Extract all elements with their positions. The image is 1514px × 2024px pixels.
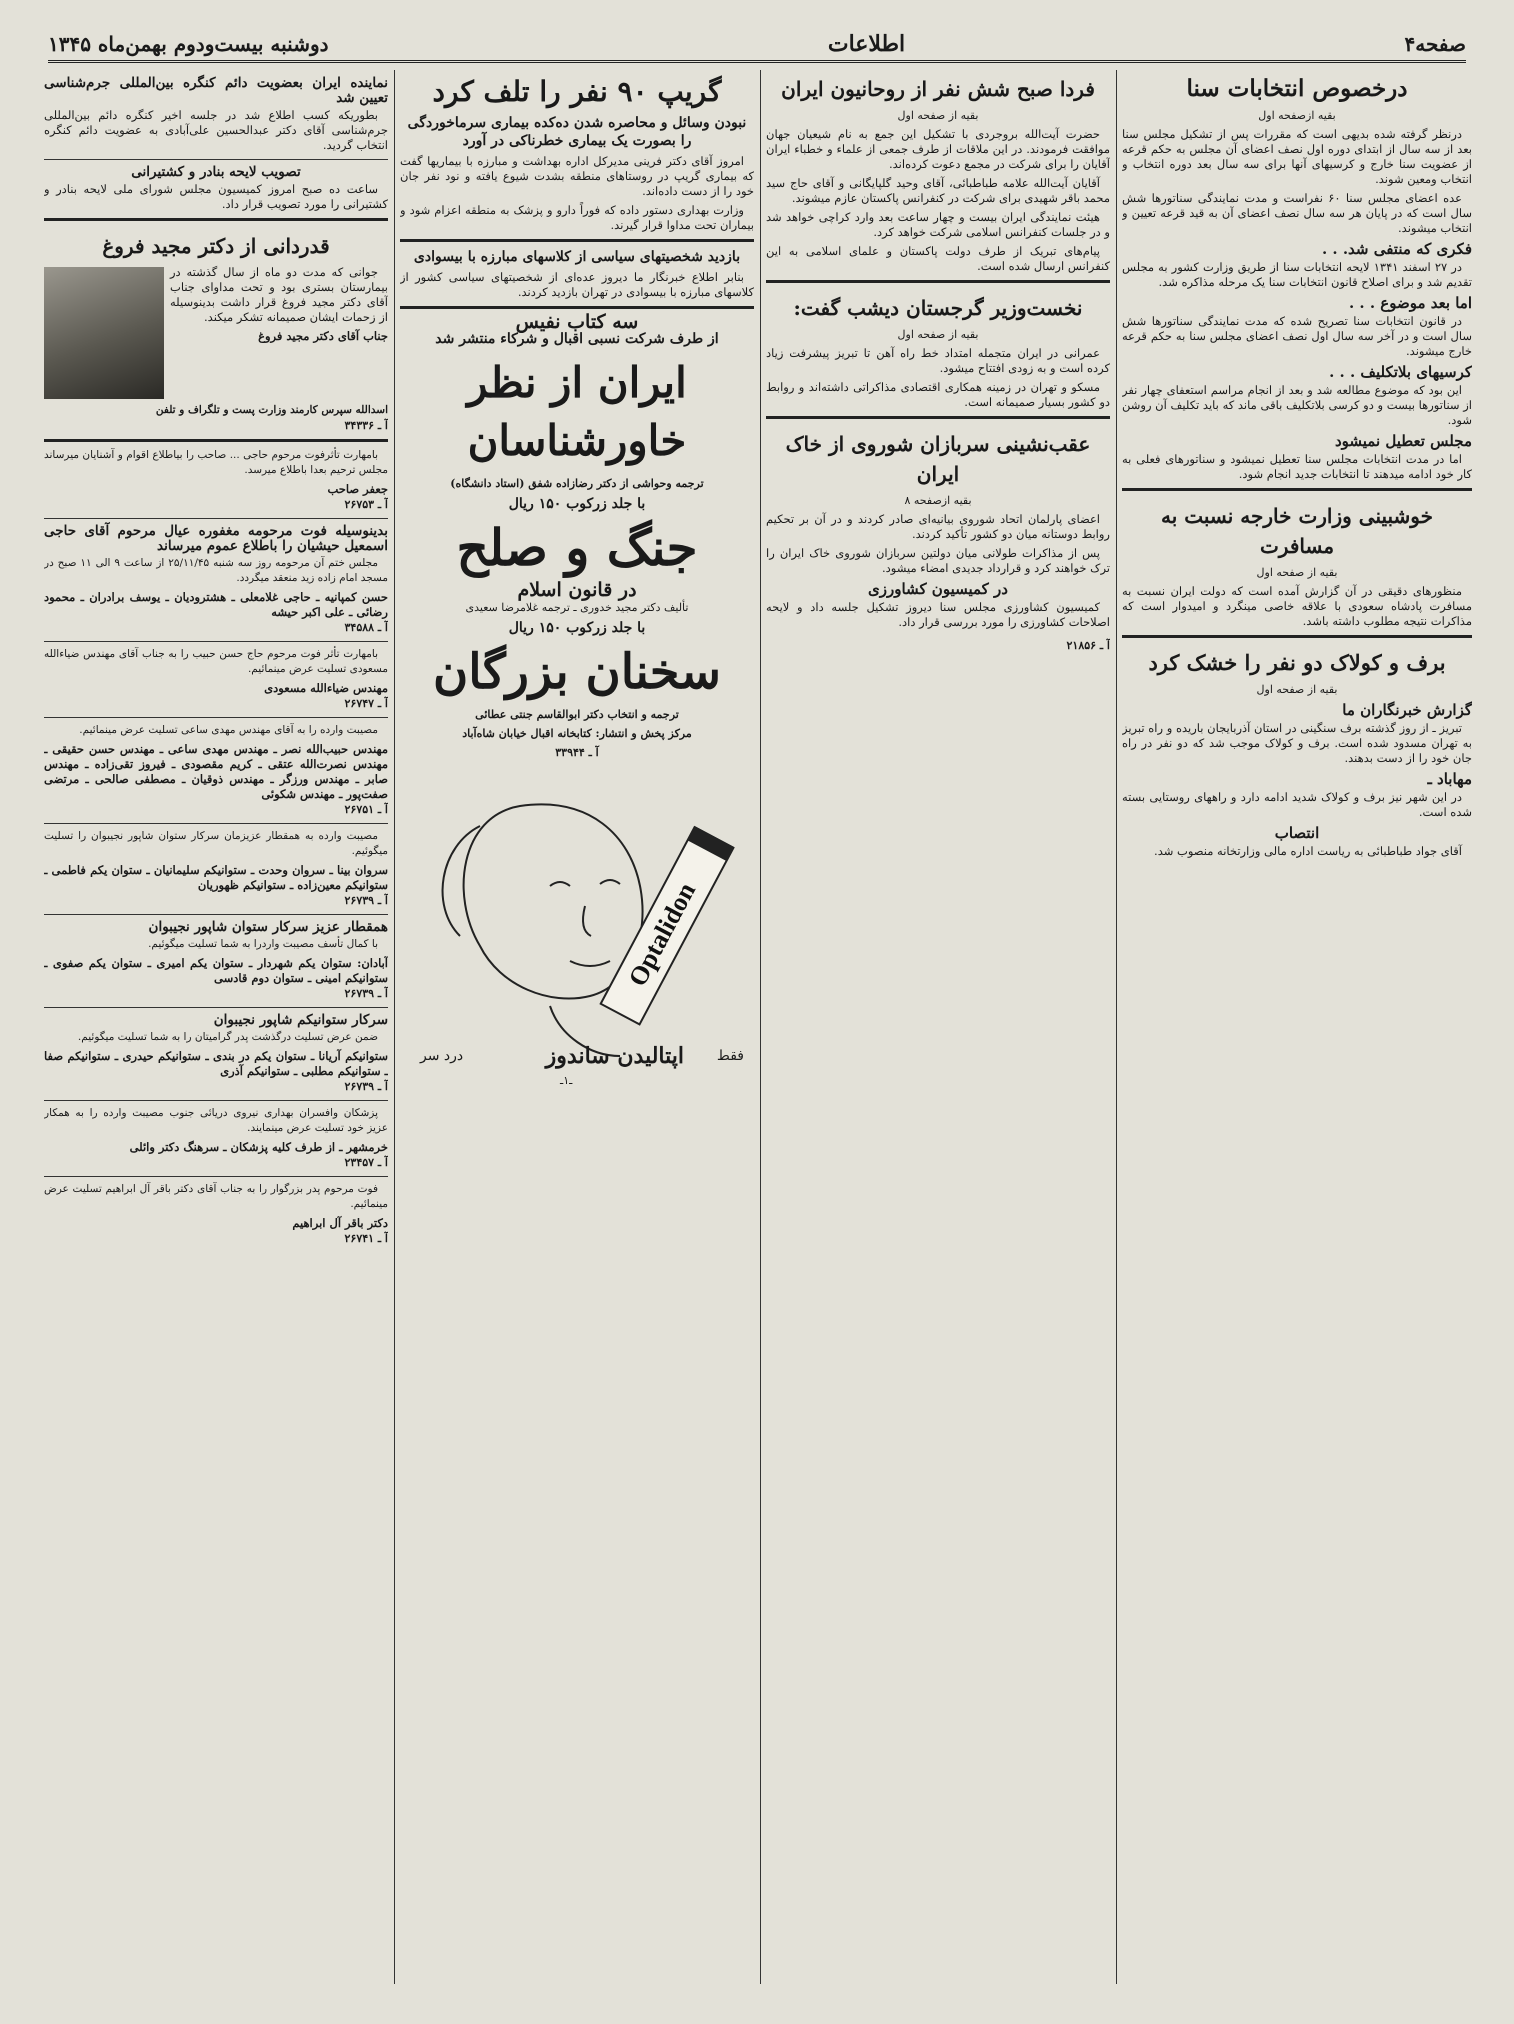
column-2 — [766, 70, 1110, 1984]
notice-condolence — [44, 717, 388, 817]
book-price-2: با جلد زرکوب ۱۵۰ ریال — [508, 620, 646, 636]
page-footer-number: ـ۱ـ — [560, 1074, 573, 1087]
ad-subtitle: از طرف شرکت نسبی اقبال و شرکاء منتشر شد — [435, 331, 719, 347]
byline: بقیه ازصفحه ۸ — [904, 494, 972, 507]
article-paragraph: درنظر گرفته شده بدیهی است که مقررات پس از تشکیل مجلس سنا بعد از سه سال از ابتدای دوره اول نصف اعضای آن مجلس به حکم قرعه از عضویت سنا خارج و کرسیهای آنها برای سه سال بعد دوره انتخاب و انتخاب ومعین شوند. — [1122, 127, 1472, 186]
notice-condolence — [44, 1100, 388, 1170]
article-paragraph: آقای جواد طباطبائی به ریاست اداره مالی وزارتخانه منصوب شد. — [1154, 844, 1462, 858]
ad-code: آ ـ ۲۳۴۵۷ — [344, 1156, 388, 1169]
issue-date: دوشنبه بیست‌ودوم بهمن‌ماه ۱۳۴۵ — [48, 32, 329, 56]
article-paragraph: امروز آقای دکتر فرینی مدیرکل اداره بهداشت و مبارزه با بیماریها گفت که بیماری گریپ در روستاهای منطقه بشدت شیوع یافته و نود نفر جان خود را از دست داده‌اند. — [400, 154, 754, 198]
notice-signature: مهندس ضیاءالله مسعودی — [264, 681, 388, 695]
column-rule — [760, 70, 761, 1984]
notice-text: مصیبت وارده را به آقای مهندس مهدی ساعی تسلیت عرض مینمائیم. — [79, 724, 378, 736]
article-paragraph: این بود که موضوع مطالعه شد و بعد از انجام مراسم استعفای چهار نفر از سناتورها بیست و دو کرسی بلاتکلیف باقی ماند که باید تکلیف آن روشن شود. — [1122, 383, 1472, 427]
notice-text: بامهارت تأثرفوت مرحوم حاجی ... صاحب را بیاطلاع اقوام و آشنایان میرساند مجلس ترحیم بعدا باطلاع میرسد. — [44, 449, 388, 476]
book-ad — [400, 306, 754, 760]
notice-condolence — [44, 1176, 388, 1246]
notice-signature: جعفر صاحب — [327, 482, 388, 496]
ad-code: آ ـ ۳۳۹۴۴ — [555, 746, 599, 759]
notice-ports — [44, 159, 388, 212]
article-divider — [766, 416, 1110, 425]
article-paragraph: پس از مذاکرات طولانی میان دولتین سربازان شوروی خاک ایران را ترک خواهند کرد و قرارداد جدیدی امضاء میشود. — [766, 546, 1110, 575]
subheading: مهاباد ـ — [1427, 770, 1472, 788]
optalidon-illustration — [400, 766, 754, 1069]
article-divider — [1122, 635, 1472, 644]
byline: بقیه از صفحه اول — [1256, 683, 1338, 696]
ad-caption-small: فقط — [716, 1048, 744, 1064]
headline-georgia-pm: نخست‌وزیر گرجستان دیشب گفت: — [793, 296, 1083, 320]
notice-text: بطوریکه کسب اطلاع شد در جلسه اخیر کنگره دائم بین‌المللی جرم‌شناسی آقای دکتر عبدالحسین علی‌آبادی به عضویت دائم کنگره انتخاب گردید. — [44, 108, 388, 152]
book-title-3: سخنان بزرگان — [432, 644, 722, 700]
notice-condolence — [44, 914, 388, 1001]
article-paragraph: اما در مدت انتخابات مجلس سنا تعطیل نمیشود و سناتورهای فعلی به کار خود ادامه میدهند تا انتخابات جدید انجام شود. — [1122, 452, 1472, 481]
article-paragraph: اعضای پارلمان اتحاد شوروی بیانیه‌ای صادر کردند و در آن بر تحکیم روابط دوستانه میان دو کشور تأکید کردند. — [766, 512, 1110, 541]
notice-criminology — [44, 76, 388, 153]
subheading: اما بعد موضوع . . . — [1348, 294, 1472, 312]
column-rule — [394, 70, 395, 1984]
notice-heading: سرکار ستوانیکم شاپور نجیبوان — [213, 1012, 388, 1028]
notice-text: مصیبت وارده به همقطار عزیزمان سرکار ستوان شاپور نجیبوان را تسلیت میگوئیم. — [44, 830, 388, 857]
article-divider — [1122, 488, 1472, 497]
notice-text: پزشکان وافسران بهداری نیروی دریائی جنوب مصیبت وارده را به همکار عزیز خود تسلیت عرض مینمایند. — [44, 1107, 388, 1134]
ad-code: آ ـ ۲۶۷۴۷ — [344, 697, 388, 710]
ad-code: آ ـ ۳۴۵۸۸ — [344, 621, 388, 634]
book-desc-1: ترجمه وحواشی از دکتر رضازاده شفق (استاد دانشگاه) — [450, 477, 704, 490]
ad-code: آ ـ ۲۶۷۳۹ — [344, 1080, 388, 1093]
headline-snow-storm: برف و کولاک دو نفر را خشک کرد — [1148, 650, 1446, 675]
ad-code: آ ـ ۲۱۸۵۶ — [1066, 639, 1110, 652]
ad-code: آ ـ ۲۶۷۳۹ — [344, 894, 388, 907]
notice-heading: نماینده ایران بعضویت دائم کنگره بین‌المللی جرم‌شناسی تعیین شد — [44, 75, 388, 106]
book-title-2: جنگ و صلح — [456, 518, 698, 577]
article-paragraph: در این شهر نیز برف و کولاک شدید ادامه دارد و راههای روستایی بسته شده است. — [1122, 790, 1472, 819]
ad-code: آ ـ ۳۴۳۳۶ — [344, 419, 388, 432]
notice-heading: قدردانی از دکتر مجید فروغ — [102, 234, 330, 258]
notice-signature: اسدالله سپرس کارمند وزارت پست و تلگراف و تلفن — [155, 404, 388, 416]
article-paragraph: هیئت نمایندگی ایران بیست و چهار ساعت بعد وارد کراچی خواهد شد و در جلسات کنفرانس اسلامی شرکت خواهد کرد. — [766, 210, 1110, 239]
notice-signature: خرمشهر ـ از طرف کلیه پزشکان ـ سرهنگ دکتر وائلی — [129, 1140, 388, 1154]
column-3 — [400, 70, 754, 1984]
notice-condolence — [44, 439, 388, 512]
byline: بقیه از صفحه اول — [897, 328, 979, 341]
article-divider — [766, 280, 1110, 289]
optalidon-brand: Optalidon — [622, 877, 702, 991]
article-paragraph: کمیسیون کشاورزی مجلس سنا دیروز تشکیل جلسه داد و لایحه اصلاحات کشاورزی را مورد بررسی قرار داد. — [766, 600, 1110, 629]
headline-subtitle: نبودن وسائل و محاصره شدن ده‌کده بیماری سرماخوردگی را بصورت یک بیماری خطرناکی در آورد — [407, 115, 747, 149]
headline-soviet-withdrawal: عقب‌نشینی سربازان شوروی از خاک ایران — [785, 432, 1091, 486]
column-1 — [1122, 70, 1472, 1984]
headline-senate-election: درخصوص انتخابات سنا — [1186, 75, 1408, 102]
article-paragraph: آقایان آیت‌الله علامه طباطبائی، آقای وحید گلپایگانی و آقای حاج سید محمد باقر شهیدی برای شرکت در کنفرانس پاکستان عازم میشوند. — [766, 176, 1110, 205]
optalidon-ad — [400, 766, 754, 1087]
portrait-photo — [44, 267, 164, 399]
headline-foreign-ministry: خوشبینی وزارت خارجه نسبت به مسافرت — [1160, 504, 1433, 558]
column-rule — [1116, 70, 1117, 1984]
subheading: انتصاب — [1274, 824, 1320, 842]
article-paragraph: در قانون انتخابات سنا تصریح شده که مدت نمایندگی سناتورها شش سال است و در آخر سه سال اول نصف اعضای مجلس سنا به حکم قرعه خارج میشوند. — [1122, 314, 1472, 358]
byline: بقیه ازصفحه اول — [1258, 109, 1336, 122]
ad-caption-small: درد سر — [420, 1048, 464, 1064]
subheading: در کمیسیون کشاورزی — [868, 580, 1008, 598]
headline-flu: گریپ ۹۰ نفر را تلف کرد — [432, 75, 722, 108]
notice-text: ساعت ده صبح امروز کمیسیون مجلس شورای ملی لایحه بنادر و کشتیرانی را مورد تصویب قرار داد. — [44, 182, 388, 211]
subheading: فکری که منتفی شد. . . — [1321, 240, 1472, 258]
article-paragraph: عده اعضای مجلس سنا ۶۰ نفراست و مدت نمایندگی سناتورها شش سال است که در پایان هر سه سال نصف اعضای آن به قید قرعه تعیین و انتخاب میشوند. — [1122, 191, 1472, 235]
notice-name: جناب آقای دکتر مجید فروغ — [258, 329, 388, 343]
ad-code: آ ـ ۲۶۷۵۳ — [344, 498, 388, 511]
ad-code: آ ـ ۲۶۷۴۱ — [344, 1232, 388, 1245]
ad-caption: اپتالیدن ساندوز — [545, 1043, 684, 1069]
notice-condolence — [44, 518, 388, 635]
notice-heading: همقطار عزیز سرکار ستوان شاپور نجیبوان — [148, 919, 388, 935]
book-title-1: ایران از نظر خاورشناسان — [467, 358, 687, 465]
book-publisher: مرکز پخش و انتشار: کتابخانه اقبال خیابان شاه‌آباد — [462, 727, 692, 740]
article-paragraph: بنابر اطلاع خبرنگار ما دیروز عده‌ای از شخصیتهای سیاسی کشور از کلاسهای مبارزه با بیسوادی در تهران بازدید کردند. — [400, 270, 754, 299]
subheading: کرسیهای بلاتکلیف . . . — [1329, 363, 1472, 381]
page-number: صفحه۴ — [1404, 32, 1466, 56]
article-divider — [400, 239, 754, 248]
notice-signature: مهندس حبیب‌الله نصر ـ مهندس مهدی ساعی ـ مهندس حسن حقیقی ـ مهندس نصرت‌الله عتقی ـ کریم مقصودی ـ فیروز تقی‌زاده ـ مهندس صابر ـ مهندس ورزگر ـ مهندس ذوقیان ـ مصطفی صالحی ـ مرتضی صفت‌پور ـ مهندس شکوئی — [44, 742, 388, 801]
book-price-1: با جلد زرکوب ۱۵۰ ریال — [508, 496, 646, 512]
notice-text: ضمن عرض تسلیت درگذشت پدر گرامیتان را به شما تسلیت میگوئیم. — [77, 1031, 378, 1043]
article-paragraph: عمرانی در ایران متجمله امتداد خط راه آهن تا تبریز پیشرفت زیاد کرده است و به زودی افتتاح میشود. — [766, 346, 1110, 375]
article-paragraph: پیام‌های تبریک از طرف دولت پاکستان و علمای اسلامی به این کنفرانس ارسال شده است. — [766, 244, 1110, 273]
column-4 — [44, 70, 388, 1984]
notice-text: مجلس ختم آن مرحومه روز سه شنبه ۲۵/۱۱/۴۵ از ساعت ۹ الی ۱۱ صبح در مسجد امام زاده زید منعقد میگردد. — [44, 557, 388, 584]
byline: بقیه از صفحه اول — [1256, 566, 1338, 579]
article-paragraph: مسکو و تهران در زمینه همکاری اقتصادی مذاکراتی داشته‌اند و روابط دو کشور بسیار صمیمانه است. — [766, 380, 1110, 409]
subheading: گزارش خبرنگاران ما — [1342, 701, 1472, 719]
headline-clerics: فردا صبح شش نفر از روحانیون ایران — [781, 77, 1095, 101]
masthead — [48, 28, 1466, 63]
notice-text: بامهارت تأثر فوت مرحوم حاج حسن حبیب را به جناب آقای مهندس ضیاءالله مسعودی تسلیت عرض مینمائیم. — [44, 648, 388, 675]
book-desc-2: تألیف دکتر مجید خدوری ـ ترجمه غلامرضا سعیدی — [465, 601, 689, 614]
book-desc-3: ترجمه و انتخاب دکتر ابوالقاسم جنتی عطائی — [475, 708, 679, 721]
newspaper-name: اطلاعات — [827, 31, 906, 57]
subheading: مجلس تعطیل نمیشود — [1334, 432, 1472, 450]
notice-forough — [44, 218, 388, 433]
notice-signature: دکتر باقر آل ابراهیم — [292, 1216, 388, 1230]
article-paragraph: وزارت بهداری دستور داده که فوراً دارو و پزشک به منطقه اعزام شود و بیماران تحت مداوا قرار گیرند. — [400, 203, 754, 232]
notice-heading: بدینوسیله فوت مرحومه مغفوره عیال مرحوم آقای حاجی اسمعیل حیشیان را باطلاع عموم میرساند — [44, 523, 388, 554]
notice-signature: ستوانیکم آریانا ـ ستوان یکم در بندی ـ ستوانیکم حیدری ـ ستوانیکم صفا ـ ستوانیکم مطلبی ـ ستوانیکم آذری — [44, 1049, 388, 1078]
book-subtitle-2: در قانون اسلام — [517, 579, 637, 601]
byline: بقیه از صفحه اول — [897, 109, 979, 122]
headline-literacy: بازدید شخصیتهای سیاسی از کلاسهای مبارزه با بیسوادی — [413, 249, 741, 265]
notice-signature: حسن کمپانیه ـ حاجی غلامعلی ـ هشترودیان ـ یوسف برادران ـ محمود رضائی ـ علی اکبر حیشه — [44, 590, 388, 619]
notice-condolence — [44, 641, 388, 711]
notice-text: با کمال تأسف مصیبت واردرا به شما تسلیت میگوئیم. — [148, 938, 378, 950]
article-paragraph: منظورهای دقیقی در آن گزارش آمده است که دولت ایران نسبت به مسافرت پادشاه سعودی با علاقه خاصی مینگرد و امیدوار است که مذاکرات نتیجه مطلوب داشته باشد. — [1122, 584, 1472, 628]
article-paragraph: حضرت آیت‌الله بروجردی با تشکیل این جمع به نام شیعیان جهان موافقت فرمودند. در این ملاقات از طرف جمعی از علماء و خطباء ایران آقایان را برای شرکت در مجمع دعوت کرده‌اند. — [766, 127, 1110, 171]
notice-heading: تصویب لایحه بنادر و کشتیرانی — [131, 164, 301, 180]
notice-signature: آبادان: ستوان یکم شهردار ـ ستوان یکم امیری ـ ستوان یکم صفوی ـ ستوانیکم امینی ـ ستوان دوم قادسی — [44, 956, 388, 985]
notice-text: فوت مرحوم پدر بزرگوار را به جناب آقای دکتر باقر آل ابراهیم تسلیت عرض مینمائیم. — [44, 1183, 388, 1210]
ad-title: سه کتاب نفیس — [515, 311, 639, 333]
notice-text: جوانی که مدت دو ماه از سال گذشته در بیمارستان بستری بود و تحت مداوای جناب آقای دکتر مجید فروغ قرار داشت بدینوسیله از زحمات ایشان صمیمانه تشکر میکند. — [170, 265, 388, 324]
notice-signature: سروان بینا ـ سروان وحدت ـ ستوانیکم سلیمانیان ـ ستوان یکم فاطمی ـ ستوانیکم معین‌زاده ـ ستوانیکم ظهوریان — [44, 863, 388, 892]
ad-code: آ ـ ۲۶۷۳۹ — [344, 987, 388, 1000]
article-paragraph: در ۲۷ اسفند ۱۳۴۱ لایحه انتخابات سنا از طریق وزارت کشور به مجلس تقدیم شد و برای اصلاح قانون انتخابات سنا یک مرحله مذاکره شد. — [1122, 260, 1472, 289]
notice-condolence — [44, 1007, 388, 1094]
ad-code: آ ـ ۲۶۷۵۱ — [344, 803, 388, 816]
notice-condolence — [44, 823, 388, 908]
article-paragraph: تبریز ـ از روز گذشته برف سنگینی در استان آذربایجان باریده و راه تبریز به تهران مسدود شده است. برف و کولاک موجب شد که دو نفر در راه جان خود را از دست بدهند. — [1122, 721, 1472, 765]
